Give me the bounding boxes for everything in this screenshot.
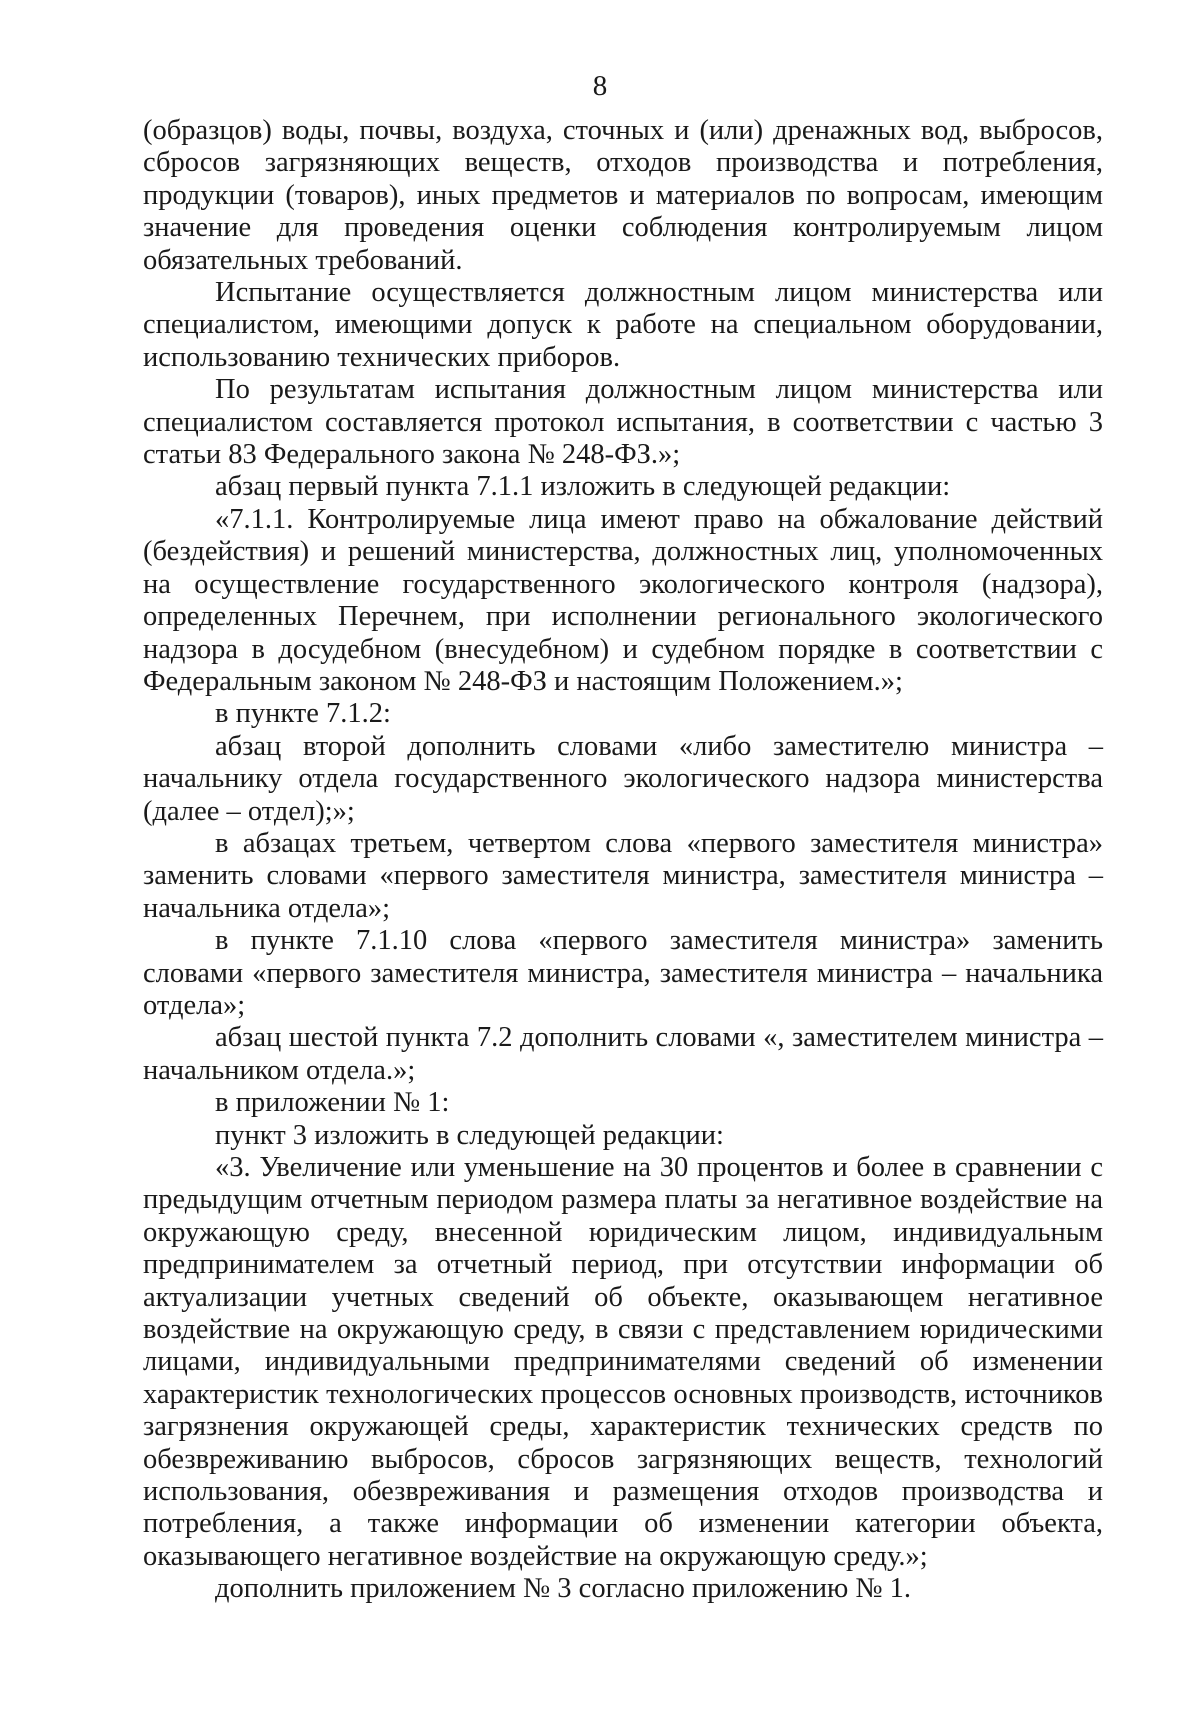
document-body xyxy=(143,115,1103,1606)
paragraph-7-2: абзац шестой пункта 7.2 дополнить словами «, заместителем министра – начальником отдела.»; xyxy=(143,1022,1103,1086)
paragraph-point-3-text: «3. Увеличение или уменьшение на 30 процентов и более в сравнении с предыдущим отчетным периодом размера платы за негативное воздействие на окружающую среду, внесенной юридическим лицом, индивидуальным предпринимателем за отчетный период, при отсутствии информации об актуализации учетных сведений об объекте, оказывающем негативное воздействие на окружающую среду, в связи с представлением юридическими лицами, индивидуальными предпринимателями сведений об изменении характеристик технологических процессов основных производств, источников загрязнения окружающей среды, характеристик технических средств по обезвреживанию выбросов, сбросов загрязняющих веществ, технологий использования, обезвреживания и размещения отходов производства и потребления, а также информации об изменении категории объекта, оказывающего негативное воздействие на окружающую среду.»; xyxy=(143,1152,1103,1572)
paragraph-in-7-1-2: в пункте 7.1.2: xyxy=(215,698,391,730)
paragraph-7-1-1-text: «7.1.1. Контролируемые лица имеют право на обжалование действий (бездействия) и решений министерства, должностных лиц, уполномоченных на осуществление государственного экологического контроля (надзора), определенных Перечнем, при исполнении регионального экологического надзора в досудебном (внесудебном) и судебном порядке в соответствии с Федеральным законом № 248-ФЗ и настоящим Положением.»; xyxy=(143,503,1103,697)
paragraph-7-1-2-third-fourth: в абзацах третьем, четвертом слова «первого заместителя министра» заменить словами «первого заместителя министра, заместителя министра – начальника отдела»; xyxy=(143,827,1103,924)
paragraph-results: По результатам испытания должностным лицом министерства или специалистом составляется протокол испытания, в соответствии с частью 3 статьи 83 Федерального закона № 248-ФЗ.»; xyxy=(143,374,1103,471)
paragraph-continuation: (образцов) воды, почвы, воздуха, сточных и (или) дренажных вод, выбросов, сбросов загрязняющих веществ, отходов производства и потребления, продукции (товаров), иных предметов и материалов по вопросам, имеющим значение для проведения оценки соблюдения контролируемым лицом обязательных требований. xyxy=(143,115,1103,276)
paragraph-amend-7-1-1: абзац первый пункта 7.1.1 изложить в следующей редакции: xyxy=(215,471,951,503)
paragraph-7-1-2-second: абзац второй дополнить словами «либо заместителю министра – начальнику отдела государственного экологического надзора министерства (далее – отдел);»; xyxy=(143,730,1103,827)
paragraph-appendix-1: в приложении № 1: xyxy=(215,1087,450,1119)
paragraph-point-3-amend: пункт 3 изложить в следующей редакции: xyxy=(215,1119,724,1151)
paragraph-add-appendix-3: дополнить приложением № 3 согласно приложению № 1. xyxy=(215,1573,912,1605)
paragraph-7-1-10: в пункте 7.1.10 слова «первого заместителя министра» заменить словами «первого заместителя министра, заместителя министра – начальника отдела»; xyxy=(143,925,1103,1021)
paragraph-testing: Испытание осуществляется должностным лицом министерства или специалистом, имеющими допуск к работе на специальном оборудовании, использованию технических приборов. xyxy=(143,277,1103,373)
page-number: 8 xyxy=(592,70,608,102)
